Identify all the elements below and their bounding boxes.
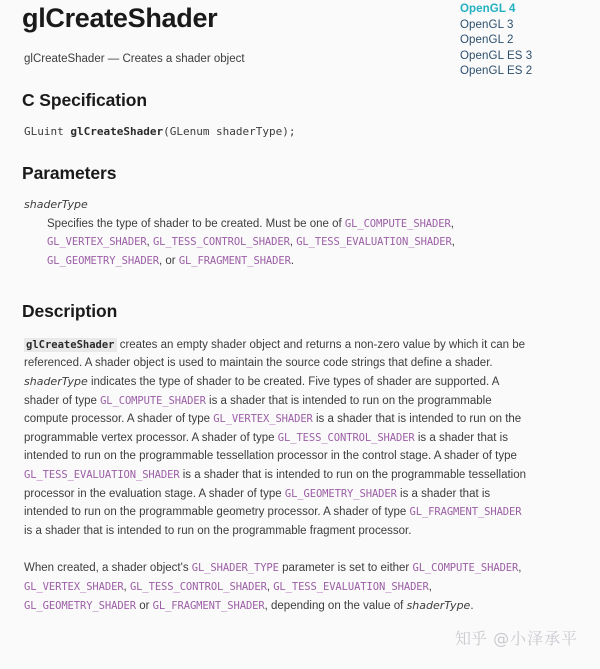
body-text: is a shader that is intended to run on the programmable fragment processor. [24,524,412,537]
constant-gl-tess-evaluation-shader: GL_TESS_EVALUATION_SHADER [296,236,452,249]
constant-gl-tess-control-shader: GL_TESS_CONTROL_SHADER [277,431,415,444]
body-text: creates an empty shader object and returns a non-zero value by which it can be referenced. A shader object is used to maintain the source code strings that define a shader. [24,338,525,370]
description-paragraph-1 [24,336,532,541]
body-text: , depending on the value of [264,599,407,612]
page-subtitle: glCreateShader — Creates a shader object [24,53,245,65]
body-text: , [428,581,432,594]
constant-gl-tess-control-shader: GL_TESS_CONTROL_SHADER [152,236,290,249]
synopsis-return-type: GLuint [24,125,71,138]
param-text: , or [159,254,179,267]
constant-gl-tess-control-shader: GL_TESS_CONTROL_SHADER [129,581,267,594]
version-link-opengl-es-2[interactable]: OpenGL ES 2 [460,65,533,78]
version-link-opengl-4[interactable]: OpenGL 4 [460,3,516,15]
body-text: is a shader that is intended to run on the programmable tessellation processor in the control stage. A shader of type [24,431,517,463]
parameter-definition-shadertype [47,215,487,270]
watermark-logo: 知乎 [455,629,488,648]
constant-gl-compute-shader: GL_COMPUTE_SHADER [100,394,206,407]
constant-gl-fragment-shader: GL_FRAGMENT_SHADER [178,254,291,267]
param-text: , [450,218,454,230]
body-text: is a shader that is intended to run on the programmable compute processor. A shader of type [24,394,492,426]
constant-gl-compute-shader: GL_COMPUTE_SHADER [412,562,519,575]
body-text: , [266,581,274,594]
constant-gl-vertex-shader: GL_VERTEX_SHADER [213,413,313,426]
param-text: Specifies the type of shader to be created. Must be one of [47,218,345,230]
section-heading-parameters: Parameters [22,163,117,183]
synopsis-function-name: glCreateShader [70,125,164,138]
version-link-opengl-es-3[interactable]: OpenGL ES 3 [460,49,533,62]
body-text: , [123,581,130,594]
variable-shadertype: shaderType [24,375,88,389]
body-text: When created, a shader object's [24,562,192,575]
watermark-handle: @小泽承平 [493,629,579,648]
body-text: is a shader that is intended to run on the programmable vertex processor. A shader of type [24,413,522,444]
constant-gl-shader-type: GL_SHADER_TYPE [191,562,279,575]
constant-gl-geometry-shader: GL_GEOMETRY_SHADER [284,487,397,500]
body-text: . [470,599,474,612]
param-text: , [146,236,153,249]
variable-shadertype: shaderType [406,598,471,612]
body-text: , [518,562,522,575]
constant-gl-geometry-shader: GL_GEOMETRY_SHADER [24,599,136,612]
constant-gl-compute-shader: GL_COMPUTE_SHADER [344,218,451,230]
param-text: . [290,254,295,267]
constant-gl-vertex-shader: GL_VERTEX_SHADER [47,236,147,249]
constant-gl-geometry-shader: GL_GEOMETRY_SHADER [47,254,159,267]
parameter-term-shadertype: shaderType [24,198,88,211]
version-link-opengl-2[interactable]: OpenGL 2 [460,34,514,47]
section-heading-description: Description [22,300,118,321]
param-text: , [451,236,455,249]
inline-code-glcreateshader: glCreateShader [26,338,115,351]
watermark [455,629,578,649]
param-text: , [289,236,297,249]
section-heading-c-specification: C Specification [22,90,147,110]
description-paragraph-2 [24,559,532,615]
document-content [22,0,534,615]
constant-gl-tess-evaluation-shader: GL_TESS_EVALUATION_SHADER [273,581,429,594]
constant-gl-fragment-shader: GL_FRAGMENT_SHADER [409,506,522,519]
constant-gl-fragment-shader: GL_FRAGMENT_SHADER [152,599,265,612]
function-synopsis [24,124,534,140]
body-text: is a shader that is intended to run on the programmable geometry processor. A shader of type [24,487,491,519]
constant-gl-tess-evaluation-shader: GL_TESS_EVALUATION_SHADER [24,469,180,482]
constant-gl-vertex-shader: GL_VERTEX_SHADER [24,581,124,594]
version-link-opengl-3[interactable]: OpenGL 3 [460,18,514,31]
page-title: glCreateShader [22,3,218,33]
body-text: is a shader that is intended to run on the programmable tessellation processor in the evaluation stage. A shader of type [24,469,527,500]
synopsis-parameters: (GLenum shaderType); [163,125,296,138]
body-text: or [136,599,153,612]
body-text: indicates the type of shader to be created. Five types of shader are supported. A shader of type [24,376,499,407]
body-text: parameter is set to either [278,562,413,575]
